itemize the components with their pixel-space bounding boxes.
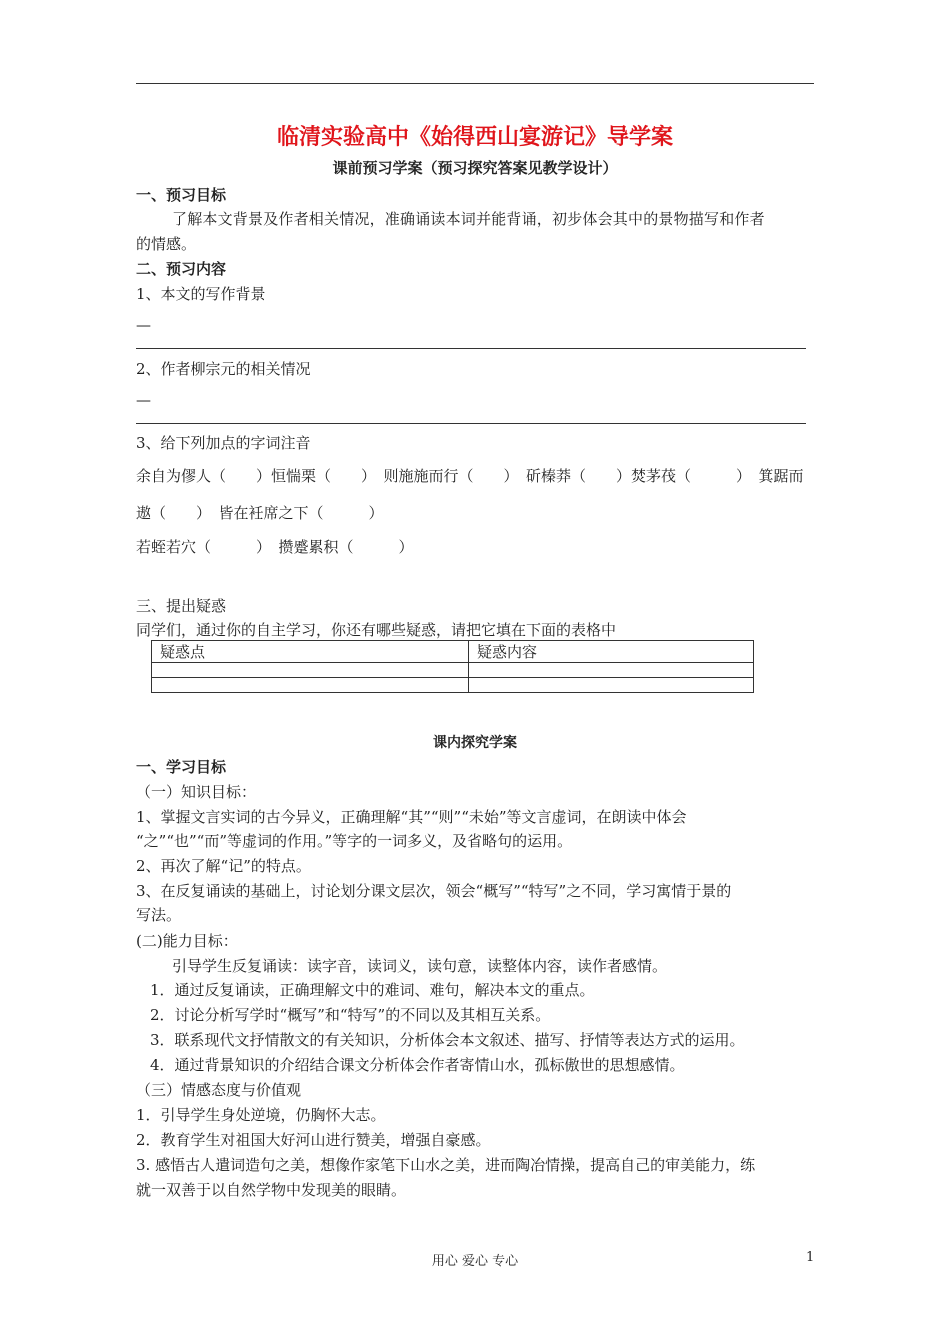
table-row: [152, 678, 754, 693]
table-cell-doubt-content[interactable]: [469, 678, 754, 693]
header-rule: [136, 83, 814, 84]
pinyin-exercise-line-3: 若蛭若穴（ ） 攒蹙累积（ ）: [136, 538, 414, 556]
knowledge-goal-heading: （一）知识目标：: [136, 783, 257, 801]
page-footer: 用心 爱心 专心: [431, 1254, 519, 1269]
answer-dash-2: —: [136, 391, 151, 409]
answer-line-1[interactable]: [136, 348, 806, 349]
knowledge-goal-1: 1、掌握文言实词的古今异义，正确理解“其”“则”“未始”等文言虚词，在朗读中体会: [136, 808, 687, 826]
emotion-goal-1: 1．引导学生身处逆境，仍胸怀大志。: [136, 1106, 386, 1124]
doubt-table: [151, 640, 754, 693]
emotion-goal-2: 2．教育学生对祖国大好河山进行赞美，增强自豪感。: [136, 1131, 491, 1149]
answer-dash-1: —: [136, 316, 151, 334]
table-header-doubt-point: 疑惑点: [152, 641, 469, 663]
emotion-goal-heading: （三）情感态度与价值观: [136, 1081, 302, 1099]
ability-goal-2: 2．讨论分析写学时“概写”和“特写”的不同以及其相互关系。: [150, 1006, 551, 1024]
preview-item-1: 1、本文的写作背景: [136, 285, 266, 303]
ability-goal-4: 4．通过背景知识的介绍结合课文分析体会作者寄情山水，孤标傲世的思想感情。: [150, 1056, 685, 1074]
knowledge-goal-2: 2、再次了解“记”的特点。: [136, 857, 311, 875]
inclass-section-title: 课内探究学案: [433, 735, 517, 751]
ability-goal-heading: (二)能力目标：: [136, 932, 238, 950]
page-number: 1: [806, 1250, 815, 1265]
document-title: 临清实验高中《始得西山宴游记》导学案: [276, 125, 673, 150]
ability-goal-intro: 引导学生反复诵读：读字音，读词义，读句意，读整体内容，读作者感情。: [172, 957, 668, 975]
preview-item-3: 3、给下列加点的字词注音: [136, 434, 311, 452]
emotion-goal-3: 3. 感悟古人遣词造句之美，想像作家笔下山水之美，进而陶冶情操，提高自己的审美能力，练: [136, 1156, 756, 1174]
preview-goal-text: 了解本文背景及作者相关情况，准确诵读本词并能背诵，初步体会其中的景物描写和作者: [172, 210, 765, 228]
preview-goal-heading: 一、预习目标: [136, 186, 227, 204]
knowledge-goal-3-cont: 写法。: [136, 906, 182, 924]
doubt-intro: 同学们，通过你的自主学习，你还有哪些疑惑，请把它填在下面的表格中: [136, 621, 617, 639]
knowledge-goal-3: 3、在反复诵读的基础上，讨论划分课文层次，领会“概写”“特写”之不同，学习寓情于景的: [136, 882, 732, 900]
table-header-row: [152, 641, 754, 663]
inclass-goal-heading: 一、学习目标: [136, 758, 227, 776]
table-cell-doubt-point[interactable]: [152, 663, 469, 678]
table-cell-doubt-content[interactable]: [469, 663, 754, 678]
preview-item-2: 2、作者柳宗元的相关情况: [136, 360, 311, 378]
answer-line-2[interactable]: [136, 423, 806, 424]
table-cell-doubt-point[interactable]: [152, 678, 469, 693]
preview-content-heading: 二、预习内容: [136, 260, 227, 278]
preview-section-subtitle: 课前预习学案（预习探究答案见教学设计）: [332, 159, 618, 177]
ability-goal-3: 3．联系现代文抒情散文的有关知识，分析体会本文叙述、描写、抒情等表达方式的运用。: [150, 1031, 745, 1049]
table-header-doubt-content: 疑惑内容: [469, 641, 754, 663]
knowledge-goal-1-cont: “之”“也”“而”等虚词的作用。”等字的一词多义，及省略句的运用。: [136, 832, 573, 850]
emotion-goal-3-cont: 就一双善于以自然学物中发现美的眼睛。: [136, 1181, 407, 1199]
doubt-heading: 三、提出疑惑: [136, 597, 227, 615]
pinyin-exercise-line-1: 余自为僇人（ ）恒惴栗（ ） 则施施而行（ ） 斫榛莽（ ）焚茅茷（ ） 箕踞而: [136, 467, 804, 485]
ability-goal-1: 1．通过反复诵读，正确理解文中的难词、难句，解决本文的重点。: [150, 981, 595, 999]
table-row: [152, 663, 754, 678]
pinyin-exercise-line-2: 遨（ ） 皆在衽席之下（ ）: [136, 504, 384, 522]
preview-goal-text-cont: 的情感。: [136, 235, 197, 253]
